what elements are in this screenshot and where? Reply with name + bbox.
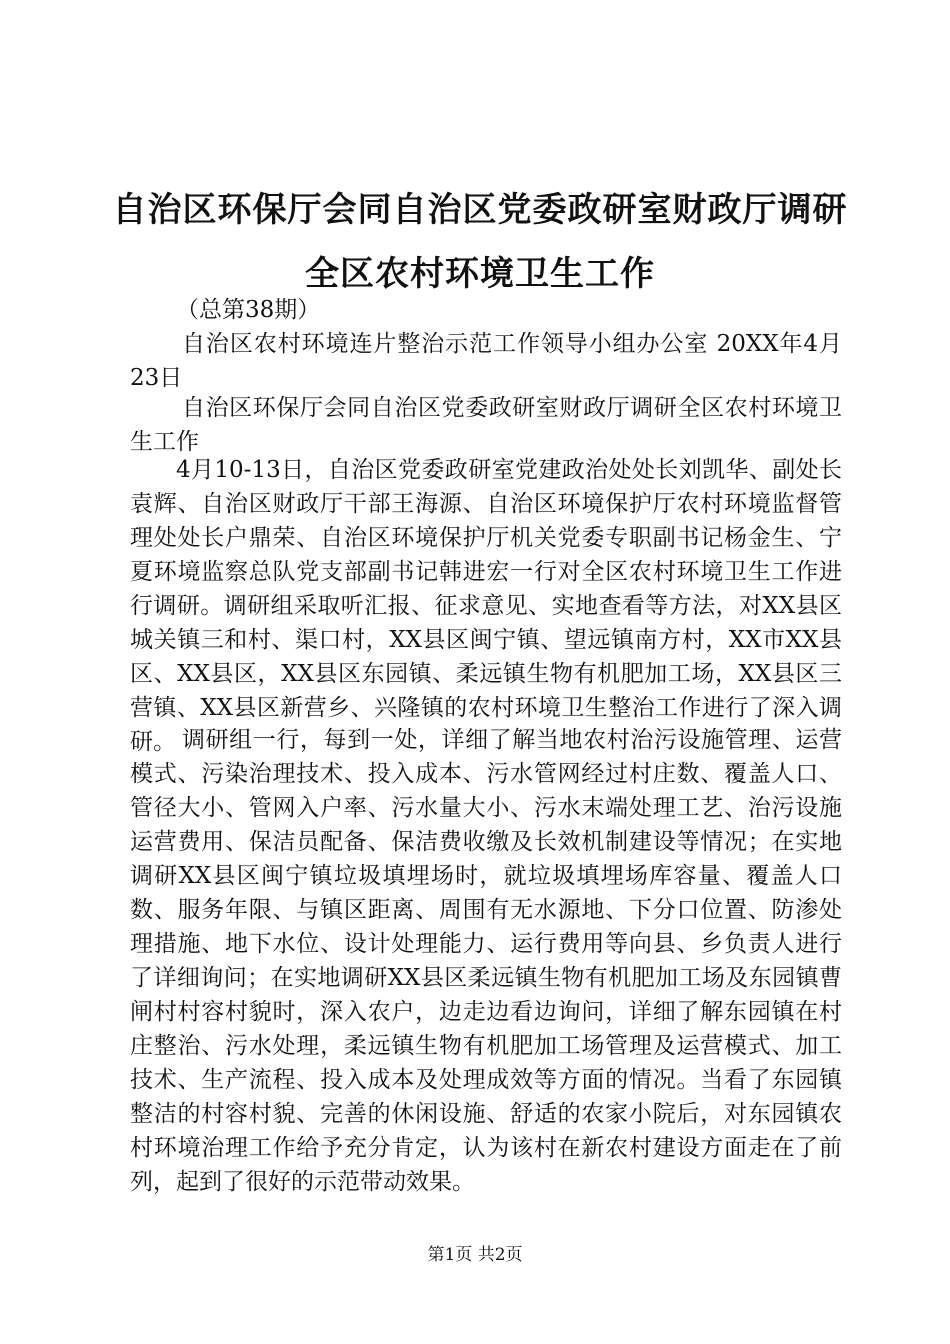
- page-footer: 第1页 共2页: [427, 1245, 523, 1265]
- document-title: 自治区环保厅会同自治区党委政研室财政厅调研全区农村环境卫生工作: [112, 190, 848, 294]
- issue-number: （总第38期）: [176, 297, 321, 323]
- body-paragraph-1: 4月10-13日，自治区党委政研室党建政治处处长刘凯华、副处长袁辉、自治区财政厅干部王海源、自治区环境保护厅农村环境监督管理处处长户鼎荣、自治区环境保护厅机关党委专职副书记杨金生、宁夏环境监察总队党支部副书记韩进宏一行对全区农村环境卫生工作进行调研。调研组采取听汇报、征求意见、实地查看等方法，对XX县区城关镇三和村、渠口村，XX县区闽宁镇、望远镇南方村，XX市XX县区、XX县区，XX县区东园镇、柔远镇生物有机肥加工场，XX县区三营镇、XX县区新营乡、兴隆镇的农村环境卫生整治工作进行了深入调研。: [130, 457, 842, 755]
- office-and-date: 自治区农村环境连片整治示范工作领导小组办公室 20XX年4月23日: [130, 331, 842, 391]
- body-paragraph-2: 调研组一行，每到一处，详细了解当地农村治污设施管理、运营模式、污染治理技术、投入成本、污水管网经过村庄数、覆盖人口、管径大小、管网入户率、污水量大小、污水末端处理工艺、治污设施运营费用、保洁员配备、保洁费收缴及长效机制建设等情况；在实地调研XX县区闽宁镇垃圾填埋场时，就垃圾填埋场库容量、覆盖人口数、服务年限、与镇区距离、周围有无水源地、下分口位置、防渗处理措施、地下水位、设计处理能力、运行费用等向县、乡负责人进行了详细询问；在实地调研XX县区柔远镇生物有机肥加工场及东园镇曹闸村村容村貌时，深入农户，边走边看边询问，详细了解东园镇在村庄整治、污水处理，柔远镇生物有机肥加工场管理及运营模式、加工技术、生产流程、投入成本及处理成效等方面的情况。当看了东园镇整洁的村容村貌、完善的休闲设施、舒适的农家小院后，对东园镇农村环境治理工作给予充分肯定，认为该村在新农村建设方面走在了前列，起到了很好的示范带动效果。: [130, 727, 842, 1195]
- article-subtitle: 自治区环保厅会同自治区党委政研室财政厅调研全区农村环境卫生工作: [130, 395, 842, 455]
